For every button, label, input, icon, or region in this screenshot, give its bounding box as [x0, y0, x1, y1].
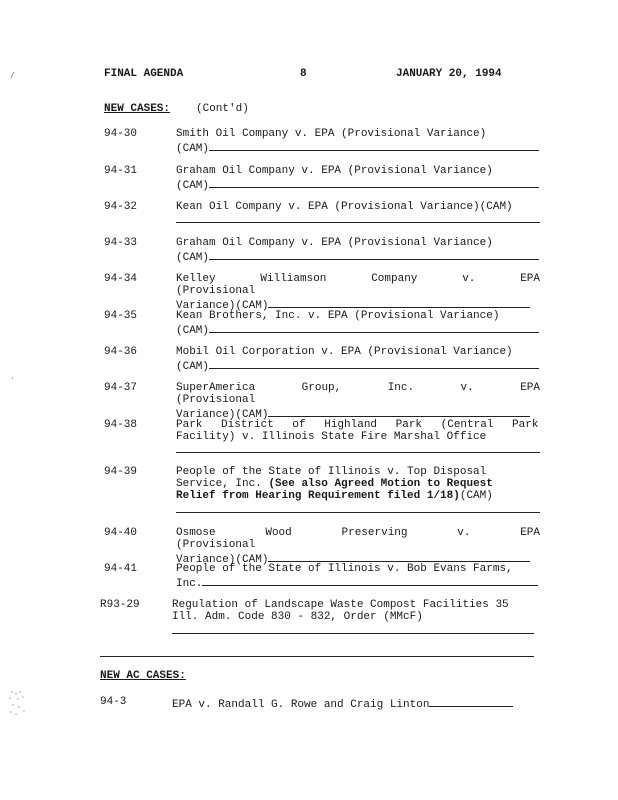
- case-number: 94-32: [104, 201, 138, 213]
- header-date: JANUARY 20, 1994: [396, 68, 502, 80]
- case-number: 94-36: [104, 346, 138, 358]
- scan-smudge-graphic: [6, 688, 30, 718]
- case-number: R93-29: [100, 599, 140, 611]
- case-number: 94-34: [104, 273, 138, 285]
- case-title: SuperAmerica Group, Inc. v. EPA (Provisional Variance)(CAM): [176, 382, 540, 421]
- case-number: 94-31: [104, 165, 138, 177]
- blank-line: [176, 222, 540, 223]
- case-title: Mobil Oil Corporation v. EPA (Provisional Variance) (CAM): [176, 346, 540, 373]
- case-title: Smith Oil Company v. EPA (Provisional Variance) (CAM): [176, 128, 540, 155]
- case-number: 94-37: [104, 382, 138, 394]
- case-title: Park District of Highland Park (Central Park Facility) v. Illinois State Fire Marshal Office: [176, 419, 539, 443]
- case-number: 94-41: [104, 563, 138, 575]
- case-title: Regulation of Landscape Waste Compost Facilities 35 Ill. Adm. Code 830 - 832, Order (MMcF): [172, 599, 509, 623]
- section-heading-new-ac-cases: NEW AC CASES:: [100, 670, 186, 682]
- case-number: 94-38: [104, 419, 138, 431]
- margin-mark: /: [10, 72, 15, 81]
- case-number: 94-3: [100, 696, 127, 708]
- page-number: 8: [300, 68, 307, 80]
- case-title: Osmose Wood Preserving v. EPA (Provisional Variance)(CAM): [176, 527, 540, 566]
- case-title: Kean Brothers, Inc. v. EPA (Provisional Variance) (CAM): [176, 310, 540, 337]
- case-number: 94-40: [104, 527, 138, 539]
- section-heading-new-cases: NEW CASES:: [104, 103, 171, 115]
- section-divider: [100, 656, 534, 657]
- case-number: 94-39: [104, 466, 138, 478]
- blank-line: [172, 633, 534, 634]
- case-title: People of the State of Illinois v. Bob Evans Farms, Inc.: [176, 563, 540, 590]
- blank-line: [176, 512, 540, 513]
- case-title: People of the State of Illinois v. Top Disposal Service, Inc. (See also Agreed Motion to Request Relief from Hearing Requirement filed 1/18)(CAM): [176, 466, 493, 502]
- case-number: 94-30: [104, 128, 138, 140]
- case-title: EPA v. Randall G. Rowe and Craig Linton: [172, 696, 536, 711]
- blank-line: [176, 452, 540, 453]
- case-number: 94-33: [104, 237, 138, 249]
- header-title: FINAL AGENDA: [104, 68, 184, 80]
- case-number: 94-35: [104, 310, 138, 322]
- case-title: Graham Oil Company v. EPA (Provisional Variance) (CAM): [176, 237, 540, 264]
- section-continued: (Cont'd): [196, 103, 249, 115]
- case-title: Kelley Williamson Company v. EPA (Provisional Variance)(CAM): [176, 273, 540, 312]
- margin-mark: ·: [10, 374, 15, 383]
- case-title: Kean Oil Company v. EPA (Provisional Variance)(CAM): [176, 201, 513, 213]
- case-title: Graham Oil Company v. EPA (Provisional Variance) (CAM): [176, 165, 540, 192]
